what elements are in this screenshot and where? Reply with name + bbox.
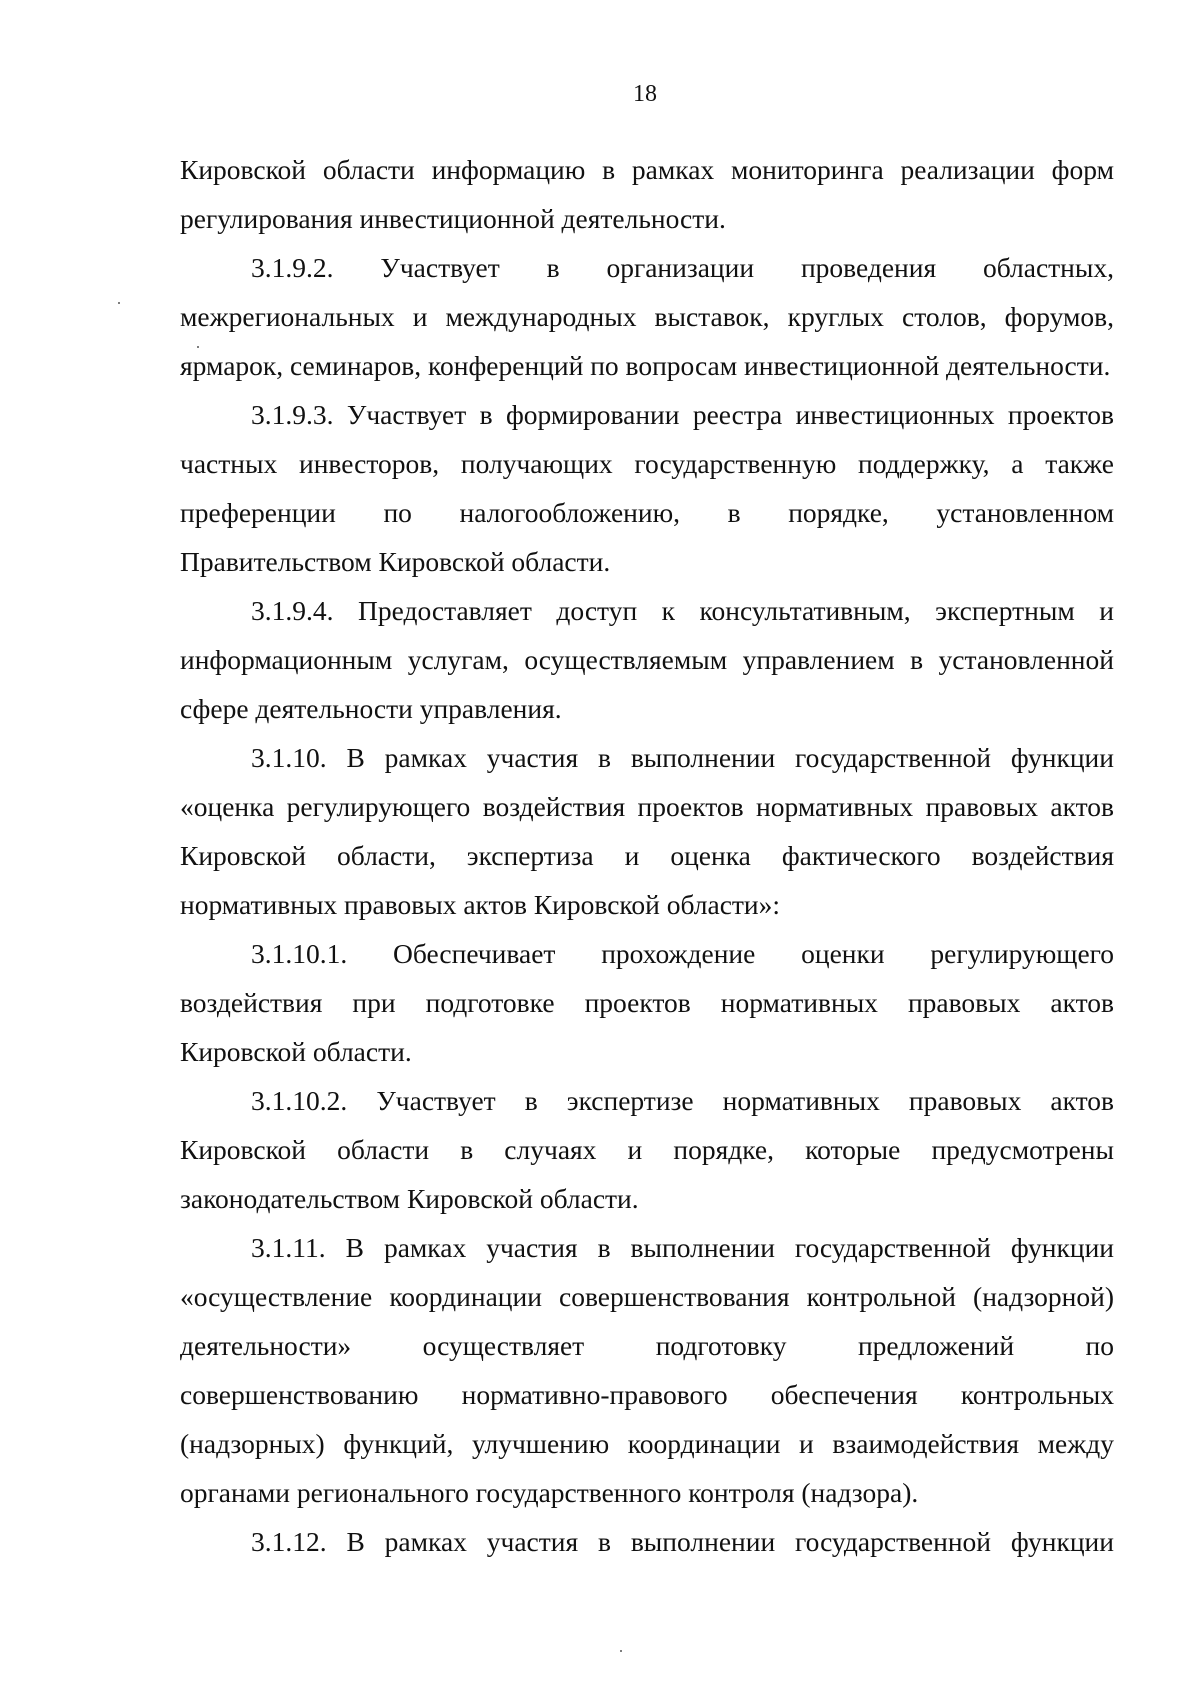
document-body — [180, 145, 1114, 1566]
text-line: воздействия при подготовке проектов нормативных правовых актов — [180, 987, 1114, 1018]
text-line: Кировской области информацию в рамках мониторинга реализации форм — [180, 154, 1114, 185]
text-line: частных инвесторов, получающих государственную поддержку, а также — [180, 448, 1114, 479]
text-line: информационным услугам, осуществляемым управлением в установленной — [180, 644, 1114, 675]
scan-speck — [197, 346, 199, 348]
text-line: 3.1.9.2. Участвует в организации проведения областных, — [251, 252, 1114, 283]
text-line: 3.1.12. В рамках участия в выполнении государственной функции — [251, 1526, 1114, 1557]
text-line: ярмарок, семинаров, конференций по вопросам инвестиционной деятельности. — [180, 350, 1111, 381]
text-line: межрегиональных и международных выставок, круглых столов, форумов, — [180, 301, 1114, 332]
text-line: 3.1.10. В рамках участия в выполнении государственной функции — [251, 742, 1114, 773]
text-line: деятельности» осуществляет подготовку предложений по — [180, 1330, 1114, 1361]
scan-speck — [118, 302, 120, 304]
text-line: преференции по налогообложению, в порядке, установленном — [180, 497, 1114, 528]
text-line: «оценка регулирующего воздействия проектов нормативных правовых актов — [180, 791, 1114, 822]
text-line: Кировской области в случаях и порядке, которые предусмотрены — [180, 1134, 1114, 1165]
text-line: нормативных правовых актов Кировской области»: — [180, 889, 781, 920]
paragraph-3-1-12 — [180, 1517, 1114, 1566]
text-line: 3.1.11. В рамках участия в выполнении государственной функции — [251, 1232, 1114, 1263]
scan-speck — [620, 1650, 622, 1652]
text-line: Кировской области, экспертиза и оценка фактического воздействия — [180, 840, 1114, 871]
text-line: (надзорных) функций, улучшению координации и взаимодействия между — [180, 1428, 1114, 1459]
page-number: 18 — [633, 81, 657, 107]
paragraph-3-1-9-2 — [180, 243, 1114, 390]
text-line: 3.1.10.1. Обеспечивает прохождение оценки регулирующего — [251, 938, 1114, 969]
text-line: органами регионального государственного контроля (надзора). — [180, 1477, 919, 1508]
paragraph-3-1-10-2 — [180, 1076, 1114, 1223]
text-line: 3.1.9.3. Участвует в формировании реестра инвестиционных проектов — [251, 399, 1114, 430]
paragraph-3-1-9-4 — [180, 586, 1114, 733]
text-line: 3.1.10.2. Участвует в экспертизе нормативных правовых актов — [251, 1085, 1114, 1116]
text-line: сфере деятельности управления. — [180, 693, 562, 724]
text-line: Правительством Кировской области. — [180, 546, 611, 577]
paragraph-3-1-10 — [180, 733, 1114, 929]
text-line: регулирования инвестиционной деятельности. — [180, 203, 726, 234]
text-line: 3.1.9.4. Предоставляет доступ к консультативным, экспертным и — [251, 595, 1114, 626]
paragraph-3-1-9-3 — [180, 390, 1114, 586]
text-line: «осуществление координации совершенствования контрольной (надзорной) — [180, 1281, 1114, 1312]
paragraph-3-1-10-1 — [180, 929, 1114, 1076]
paragraph — [180, 145, 1114, 243]
text-line: законодательством Кировской области. — [180, 1183, 639, 1214]
paragraph-3-1-11 — [180, 1223, 1114, 1517]
text-line: совершенствованию нормативно-правового обеспечения контрольных — [180, 1379, 1114, 1410]
text-line: Кировской области. — [180, 1036, 412, 1067]
